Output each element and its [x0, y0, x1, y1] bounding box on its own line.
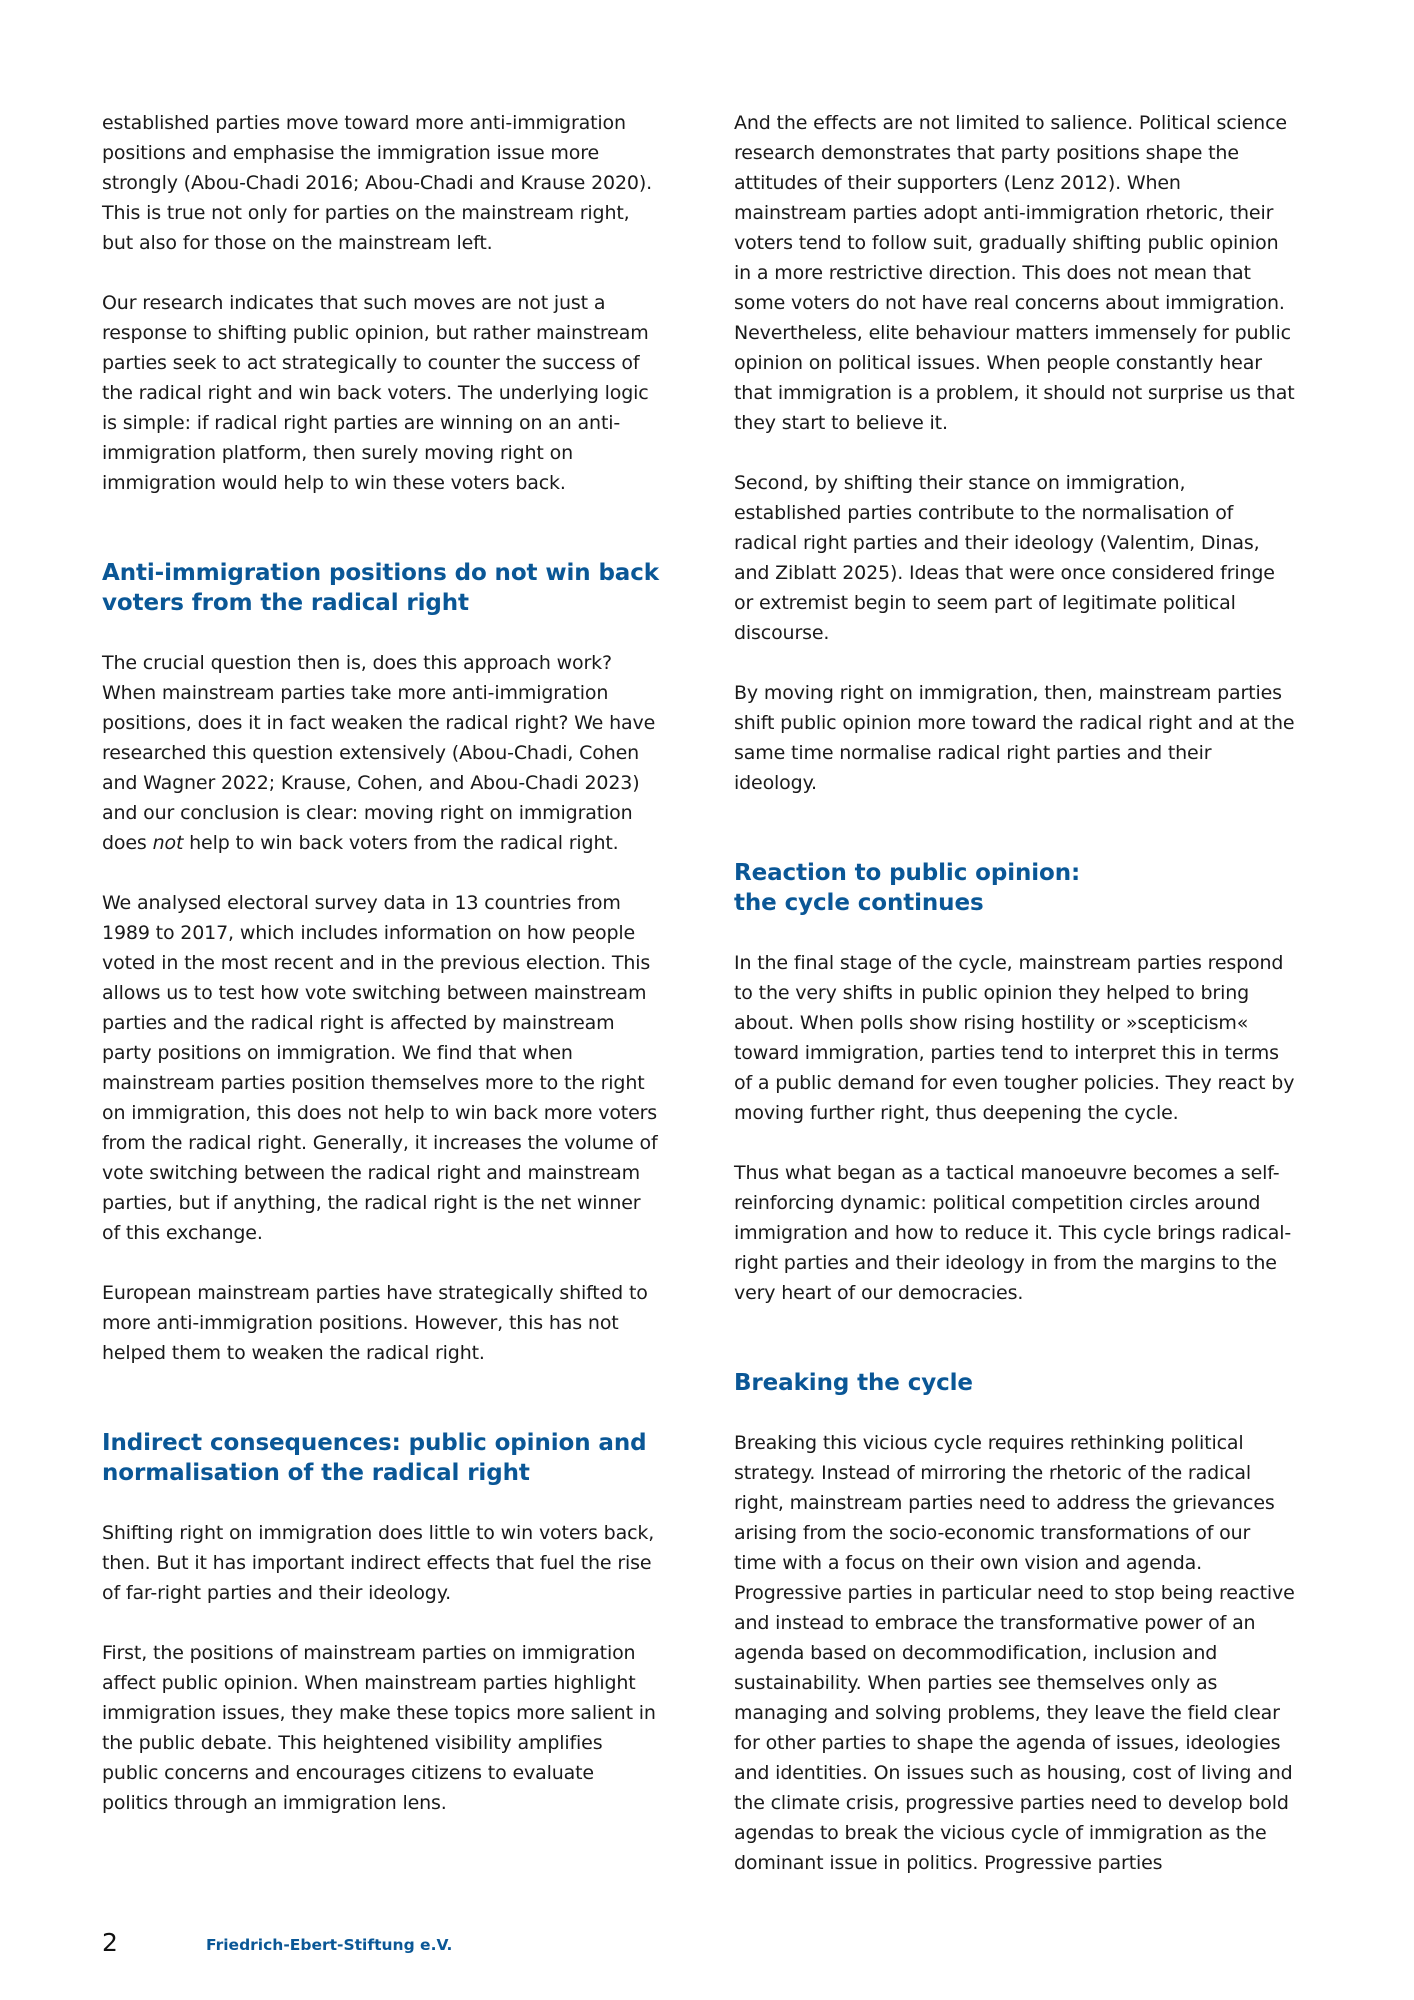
paragraph: In the final stage of the cycle, mainstream parties respond to the very shifts in public opinion they helped to bring about. When polls show rising hostility or »scepticism« toward immigration, parties tend to interpret this in terms of a public demand for even tougher policies. They react by moving further right, thus deepening the cycle.	[734, 952, 1295, 1124]
section-heading	[734, 858, 1296, 918]
paragraph-text: The crucial question then is, does this approach work? When mainstream parties take more anti-immigration positions, does it in fact weaken the radical right? We have researched this question extensively (Abou-Chadi, Cohen and Wagner 2022; Krause, Cohen, and Abou-Chadi 2023) and our conclusion is clear: moving right on immigration does	[102, 652, 656, 854]
paragraph	[102, 648, 664, 858]
paragraph: By moving right on immigration, then, mainstream parties shift public opinion more toward the radical right and at the same time normalise radical right parties and their ideology.	[734, 682, 1295, 794]
paragraph: First, the positions of mainstream parties on immigration affect public opinion. When mainstream parties highlight immigration issues, they make these topics more salient in the public debate. This heightened visibility amplifies public concerns and encourages citizens to evaluate politics through an immigration lens.	[102, 1642, 656, 1814]
heading-line: the cycle continues	[734, 890, 984, 916]
publisher-name: Friedrich-Ebert-Stiftung e.V.	[206, 1936, 453, 1954]
page-number: 2	[102, 1928, 118, 1957]
paragraph: We analysed electoral survey data in 13 countries from 1989 to 2017, which includes information on how people voted in the most recent and in the previous election. This allows us to test how vote switching between mainstream parties and the radical right is affected by mainstream party positions on immigration. We find that when mainstream parties position themselves more to the right on immigration, this does not help to win back more voters from the radical right. Generally, it increases the volume of vote switching between the radical right and mainstream parties, but if anything, the radical right is the net winner of this exchange.	[102, 892, 658, 1244]
right-column	[734, 108, 1296, 1878]
paragraph: European mainstream parties have strategically shifted to more anti-immigration positions. However, this has not helped them to weaken the radical right.	[102, 1282, 648, 1364]
paragraph: established parties move toward more anti-immigration positions and emphasise the immigration issue more strongly (Abou-Chadi 2016; Abou-Chadi and Krause 2020). This is true not only for parties on the mainstream right, but also for those on the mainstream left.	[102, 112, 652, 254]
heading-line: Reaction to public opinion:	[734, 860, 1081, 886]
paragraph: Second, by shifting their stance on immigration, established parties contribute to the normalisation of radical right parties and their ideology (Valentim, Dinas, and Ziblatt 2025). Ideas that were once considered fringe or extremist begin to seem part of legitimate political discourse.	[734, 472, 1275, 644]
section-heading: Breaking the cycle	[734, 1370, 973, 1396]
section-heading: Anti-immigration positions do not win back voters from the radical right	[102, 560, 659, 616]
paragraph: Our research indicates that such moves are not just a response to shifting public opinion, but rather mainstream parties seek to act strategically to counter the success of the radical right and win back voters. The underlying logic is simple: if radical right parties are winning on an anti-immigration platform, then surely moving right on immigration would help to win these voters back.	[102, 292, 649, 494]
paragraph: Breaking this vicious cycle requires rethinking political strategy. Instead of mirroring the rhetoric of the radical right, mainstream parties need to address the grievances arising from the socio-economic transformations of our time with a focus on their own vision and agenda. Progressive parties in particular need to stop being reactive and instead to embrace the transformative power of an agenda based on decommodification, inclusion and sustainability. When parties see themselves only as managing and solving problems, they leave the field clear for other parties to shape the agenda of issues, ideologies and identities. On issues such as housing, cost of living and the climate crisis, progressive parties need to develop bold agendas to break the vicious cycle of immigration as the dominant issue in politics. Progressive parties	[734, 1432, 1295, 1874]
paragraph: Shifting right on immigration does little to win voters back, then. But it has important indirect effects that fuel the rise of far-right parties and their ideology.	[102, 1522, 655, 1604]
left-column	[102, 108, 664, 1818]
paragraph: Thus what began as a tactical manoeuvre becomes a self-reinforcing dynamic: political competition circles around immigration and how to reduce it. This cycle brings radical-right parties and their ideology in from the margins to the very heart of our democracies.	[734, 1162, 1292, 1304]
paragraph-text: help to win back voters from the radical right.	[183, 832, 619, 854]
section-heading: Indirect consequences: public opinion and normalisation of the radical right	[102, 1430, 647, 1486]
emphasis-text: not	[152, 832, 184, 854]
paragraph: And the effects are not limited to salience. Political science research demonstrates that party positions shape the attitudes of their supporters (Lenz 2012). When mainstream parties adopt anti-immigration rhetoric, their voters tend to follow suit, gradually shifting public opinion in a more restrictive direction. This does not mean that some voters do not have real concerns about immigration. Nevertheless, elite behaviour matters immensely for public opinion on political issues. When people constantly hear that immigration is a problem, it should not surprise us that they start to believe it.	[734, 112, 1295, 434]
